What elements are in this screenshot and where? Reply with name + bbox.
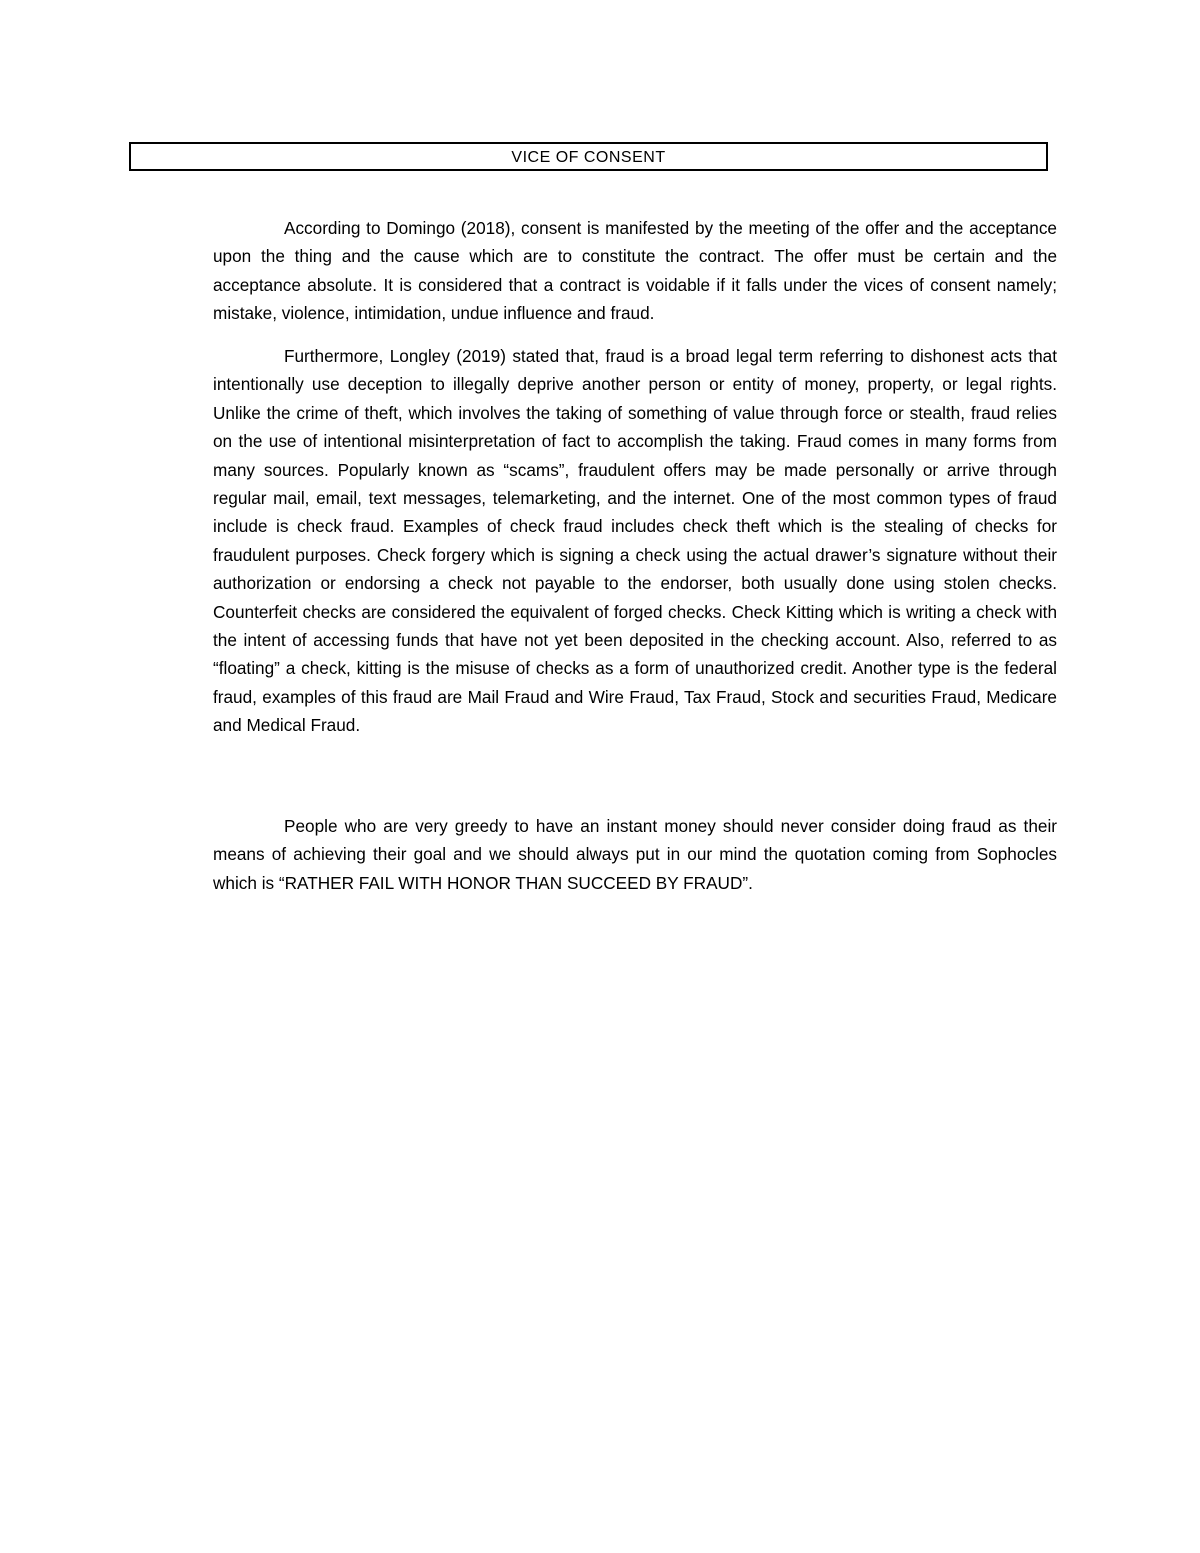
title-box [129, 142, 1048, 171]
page-title: VICE OF CONSENT [511, 148, 666, 166]
paragraph-conclusion: People who are very greedy to have an instant money should never consider doing fraud as their means of achieving their goal and we should always put in our mind the quotation coming from Sophocles which is “RATHER FAIL WITH HONOR THAN SUCCEED BY FRAUD”. [213, 816, 1057, 893]
paragraph-fraud: Furthermore, Longley (2019) stated that, fraud is a broad legal term referring to dishonest acts that intentionally use deception to illegally deprive another person or entity of money, property, or legal rights. Unlike the crime of theft, which involves the taking of something of value through force or stealth, fraud relies on the use of intentional misinterpretation of fact to accomplish the taking. Fraud comes in many forms from many sources. Popularly known as “scams”, fraudulent offers may be made personally or arrive through regular mail, email, text messages, telemarketing, and the internet. One of the most common types of fraud include is check fraud. Examples of check fraud includes check theft which is the stealing of checks for fraudulent purposes. Check forgery which is signing a check using the actual drawer’s signature without their authorization or endorsing a check not payable to the endorser, both usually done using stolen checks. Counterfeit checks are considered the equivalent of forged checks. Check Kitting which is writing a check with the intent of accessing funds that have not yet been deposited in the checking account. Also, referred to as “floating” a check, kitting is the misuse of checks as a form of unauthorized credit. Another type is the federal fraud, examples of this fraud are Mail Fraud and Wire Fraud, Tax Fraud, Stock and securities Fraud, Medicare and Medical Fraud. [213, 346, 1057, 736]
paragraph-consent: According to Domingo (2018), consent is manifested by the meeting of the offer and the acceptance upon the thing and the cause which are to constitute the contract. The offer must be certain and the acceptance absolute. It is considered that a contract is voidable if it falls under the vices of consent namely; mistake, violence, intimidation, undue influence and fraud. [213, 218, 1057, 324]
